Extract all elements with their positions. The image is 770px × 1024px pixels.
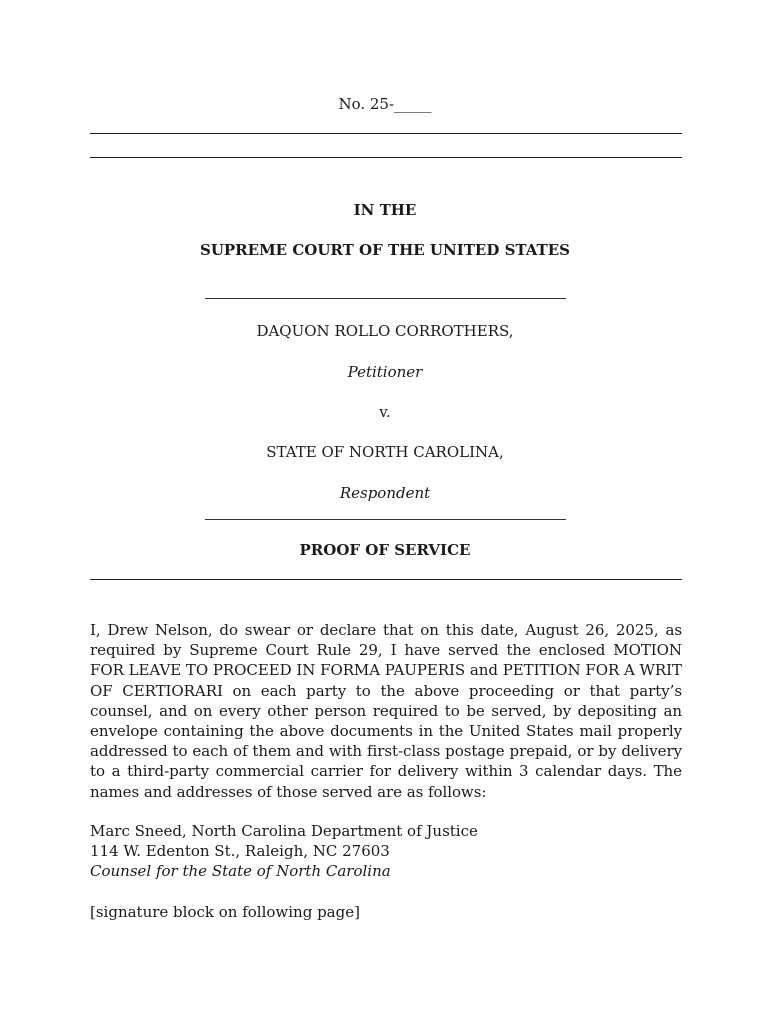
served-party-role: Counsel for the State of North Carolina: [90, 862, 391, 880]
served-party-address: 114 W. Edenton St., Raleigh, NC 27603: [90, 842, 390, 860]
signature-note: [signature block on following page]: [90, 903, 360, 921]
title-rule: [90, 579, 682, 580]
header-rule-top: [90, 133, 682, 134]
petitioner-role: Petitioner: [347, 363, 423, 381]
versus: v.: [379, 403, 391, 421]
header-rule-bottom: [90, 157, 682, 158]
respondent-role: Respondent: [339, 484, 431, 502]
caption-rule-bottom: [205, 519, 566, 520]
court-in-the: IN THE: [353, 201, 417, 219]
caption-rule-top: [205, 298, 566, 299]
docket-number: No. 25-_____: [338, 95, 432, 113]
respondent-name: STATE OF NORTH CAROLINA,: [266, 443, 504, 461]
declaration-paragraph: I, Drew Nelson, do swear or declare that on this date, August 26, 2025, as required by Supreme Court Rule 29, I have served the enclosed MOTION FOR LEAVE TO PROCEED IN FORMA PAUPERIS and PETITION FOR A WRIT OF CERTIORARI on each party to the above proceeding or that party’s counsel, and on every other person required to be served, by depositing an envelope containing the above documents in the United States mail properly addressed to each of them and with first-class postage prepaid, or by delivery to a third-party commercial carrier for delivery within 3 calendar days. The names and addresses of those served are as follows:: [90, 621, 682, 801]
court-name: SUPREME COURT OF THE UNITED STATES: [199, 241, 570, 259]
document-title: PROOF OF SERVICE: [299, 541, 471, 559]
served-party-name: Marc Sneed, North Carolina Department of Justice: [90, 822, 478, 840]
petitioner-name: DAQUON ROLLO CORROTHERS,: [256, 322, 514, 340]
